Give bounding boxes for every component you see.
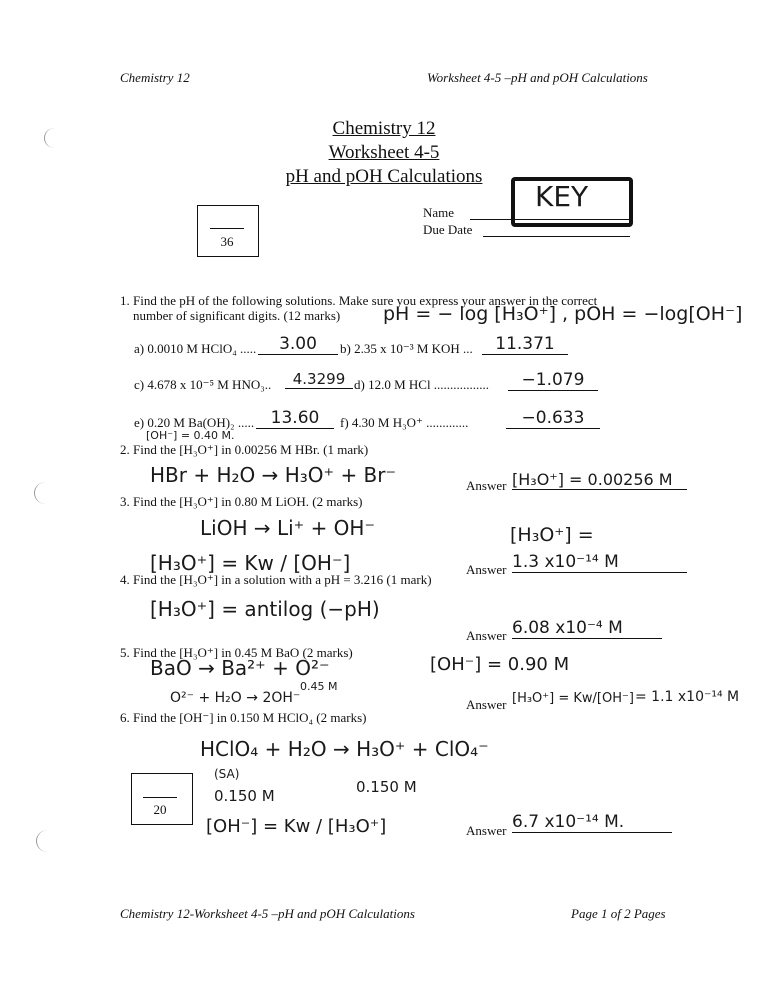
q1-prompt-line1: 1. Find the pH of the following solutions. Make sure you express your answer in the correct <box>120 293 598 308</box>
q3-work2: [H₃O⁺] = Kw / [OH⁻] <box>150 551 351 575</box>
score-divider-top <box>210 228 244 229</box>
q6-prompt: 6. Find the [OH⁻] in 0.150 M HClO₄ (2 marks) <box>120 710 367 725</box>
q1e-answer: 13.60 <box>256 408 334 429</box>
q6-answer-label: Answer <box>466 823 507 838</box>
q1f-label: f) 4.30 M H₃O⁺ ............. <box>340 415 469 430</box>
q1a-answer: 3.00 <box>258 334 338 355</box>
q5-work3: O²⁻ + H₂O → 2OH⁻ <box>170 690 301 706</box>
q6-answer: 6.7 x10⁻¹⁴ M. <box>512 812 672 833</box>
due-date-field[interactable] <box>483 236 630 237</box>
q4-prompt: 4. Find the [H₃O⁺] in a solution with a pH = 3.216 (1 mark) <box>120 572 432 587</box>
q6-work1: HClO₄ + H₂O → H₃O⁺ + ClO₄⁻ <box>200 737 489 761</box>
q1-formula: pH = − log [H₃O⁺] , pOH = −log[OH⁻] <box>383 303 743 325</box>
q5-answer-b: = 1.1 x10⁻¹⁴ M <box>635 689 740 705</box>
q6-work3: 0.150 M <box>214 787 275 805</box>
q1e-label: e) 0.20 M Ba(OH)₂ ..... <box>134 415 255 430</box>
q5-work1: BaO → Ba²⁺ + O²⁻ <box>150 656 330 680</box>
scan-mark <box>34 482 57 504</box>
header-right: Worksheet 4-5 –pH and pOH Calculations <box>427 70 648 85</box>
title-line1: Chemistry 12 <box>332 118 436 139</box>
score-total-bottom: 20 <box>153 802 167 817</box>
q5-answer-label: Answer <box>466 697 507 712</box>
q6-work5: [OH⁻] = Kw / [H₃O⁺] <box>206 816 387 837</box>
q5-prompt: 5. Find the [H₃O⁺] in 0.45 M BaO (2 marks) <box>120 645 353 660</box>
footer-left: Chemistry 12-Worksheet 4-5 –pH and pOH Calculations <box>120 906 415 921</box>
q2-work: HBr + H₂O → H₃O⁺ + Br⁻ <box>150 463 397 487</box>
q2-answer-label: Answer <box>466 478 507 493</box>
q5-work2: [OH⁻] = 0.90 M <box>430 654 570 675</box>
q4-work: [H₃O⁺] = antilog (−pH) <box>150 597 380 621</box>
scan-mark <box>44 128 65 148</box>
q3-answer-label: Answer <box>466 562 507 577</box>
name-field[interactable] <box>470 219 630 220</box>
q4-answer: 6.08 x10⁻⁴ M <box>512 618 662 639</box>
header-left: Chemistry 12 <box>120 70 190 85</box>
title-line2: Worksheet 4-5 <box>328 142 440 163</box>
q1-prompt-line2: number of significant digits. (12 marks) <box>133 308 341 323</box>
q5-answer-a: [H₃O⁺] = Kw/[OH⁻] <box>512 691 634 706</box>
q5-work4: 0.45 M <box>300 680 338 693</box>
score-divider-bottom <box>143 797 177 798</box>
due-date-label: Due Date <box>423 222 473 237</box>
q2-prompt: 2. Find the [H₃O⁺] in 0.00256 M HBr. (1 mark) <box>120 442 369 457</box>
q1d-answer: −1.079 <box>508 370 598 391</box>
q2-answer: [H₃O⁺] = 0.00256 M <box>512 470 687 490</box>
q3-answer: 1.3 x10⁻¹⁴ M <box>512 552 687 573</box>
q3-prompt: 3. Find the [H₃O⁺] in 0.80 M LiOH. (2 marks) <box>120 494 363 509</box>
q1f-answer: −0.633 <box>506 408 600 429</box>
q3-work1: LiOH → Li⁺ + OH⁻ <box>200 516 376 540</box>
q4-answer-label: Answer <box>466 628 507 643</box>
q1e-work: [OH⁻] = 0.40 M. <box>146 429 235 442</box>
q1b-answer: 11.371 <box>482 334 568 355</box>
footer-right: Page 1 of 2 Pages <box>571 906 666 921</box>
score-total-top: 36 <box>220 234 234 249</box>
q1c-answer: 4.3299 <box>285 370 353 389</box>
q3-side: [H₃O⁺] = <box>510 524 594 546</box>
title-line3: pH and pOH Calculations <box>285 166 483 187</box>
scan-mark <box>36 830 59 852</box>
q6-work4: 0.150 M <box>356 778 417 796</box>
q1a-label: a) 0.0010 M HClO₄ ..... <box>134 341 257 356</box>
q1d-label: d) 12.0 M HCl ................. <box>354 377 490 392</box>
q1b-label: b) 2.35 x 10⁻³ M KOH ... <box>340 341 473 356</box>
q1c-label: c) 4.678 x 10⁻⁵ M HNO₃.. <box>134 377 272 392</box>
name-label: Name <box>423 205 455 220</box>
q6-work2: (SA) <box>214 767 240 781</box>
key-label: KEY <box>535 180 589 213</box>
